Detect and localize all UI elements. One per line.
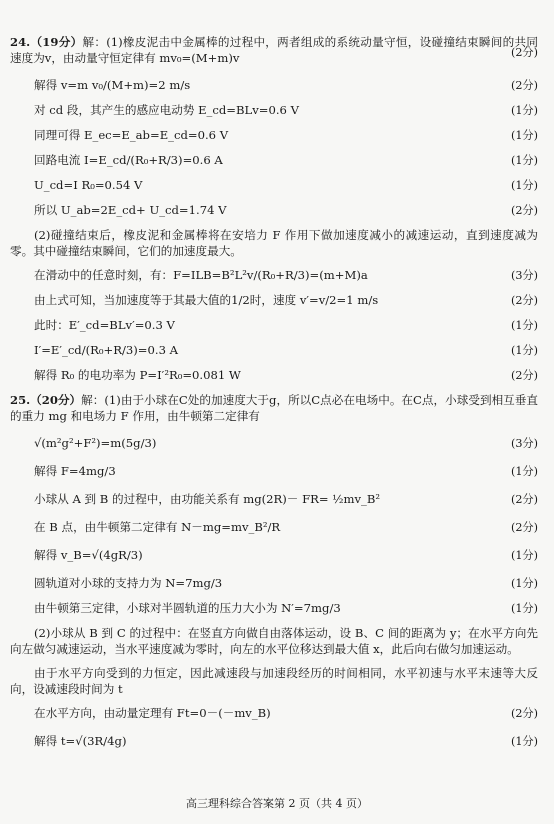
q24-line-5 bbox=[10, 177, 538, 194]
equation: √(m²g²+F²)=m(5g/3) bbox=[34, 436, 157, 450]
equation: 由牛顿第三定律，小球对半圆轨道的压力大小为 N′=7mg/3 bbox=[34, 601, 341, 615]
score: (2分) bbox=[510, 707, 538, 720]
score: (2分) bbox=[510, 294, 538, 307]
equation: 圆轨道对小球的支持力为 N=7mg/3 bbox=[34, 576, 223, 590]
equation: I′=E′_cd/(R₀+R/3)=0.3 A bbox=[34, 343, 178, 357]
score: (2分) bbox=[510, 79, 538, 92]
q25-line-8 bbox=[10, 705, 538, 722]
equation: 解得 v=m v₀/(M+m)=2 m/s bbox=[34, 78, 191, 92]
q24-line-2 bbox=[10, 102, 538, 119]
score: (2分) bbox=[510, 369, 538, 382]
q25-line-5 bbox=[10, 544, 538, 567]
score: (1分) bbox=[510, 154, 538, 167]
q25-line-2 bbox=[10, 463, 538, 480]
q24-part2: (2)碰撞结束后，橡皮泥和金属棒将在安培力 F 作用下做加速度减小的减速运动，直到速度减为零。其中碰撞结束瞬间，它们的加速度最大。 bbox=[10, 228, 538, 258]
q25-line-6 bbox=[10, 575, 538, 592]
score: (1分) bbox=[510, 602, 538, 615]
q25-line-3 bbox=[10, 488, 538, 511]
q24-line-11 bbox=[10, 367, 538, 384]
equation: 由上式可知，当加速度等于其最大值的1/2时，速度 v′=v/2=1 m/s bbox=[34, 293, 379, 307]
equation: 同理可得 E_ec=E_ab=E_cd=0.6 V bbox=[34, 128, 229, 142]
q25-part3: 由于水平方向受到的力恒定，因此减速段与加速段经历的时间相同，水平初速与水平末速等大反向，设减速段时间为 t bbox=[10, 666, 538, 696]
equation: 此时：E′_cd=BLv′=0.3 V bbox=[34, 318, 175, 332]
q25-part2: (2)小球从 B 到 C 的过程中：在竖直方向做自由落体运动，设 B、C 间的距离为 y；在水平方向先向左做匀减速运动，当水平速度减为零时，向左的水平位移达到最大值 x，此后向右做匀加速运动。 bbox=[10, 626, 538, 656]
q25-intro bbox=[10, 392, 538, 424]
equation: 在滑动中的任意时刻，有：F=ILB=B²L²v/(R₀+R/3)=(m+M)a bbox=[34, 268, 368, 282]
score: (3分) bbox=[510, 437, 538, 450]
q24-heading: 24.（19分） bbox=[10, 35, 83, 49]
equation: 解得 F=4mg/3 bbox=[34, 464, 116, 478]
score: (1分) bbox=[510, 577, 538, 590]
q24-line-4 bbox=[10, 152, 538, 169]
score: (1分) bbox=[510, 319, 538, 332]
page-footer: 高三理科综合答案第 2 页（共 4 页） bbox=[186, 797, 368, 810]
q25-line-1 bbox=[10, 432, 538, 455]
equation: U_cd=I R₀=0.54 V bbox=[34, 178, 143, 192]
q25-intro-text: 解：(1)由于小球在C处的加速度大于g，所以C点必在电场中。在C点，小球受到相互垂直的重力 mg 和电场力 F 作用，由牛顿第二定律有 bbox=[10, 393, 538, 423]
score: (1分) bbox=[510, 344, 538, 357]
score: (1分) bbox=[510, 735, 538, 748]
q24-line-6 bbox=[10, 202, 538, 219]
equation: 在水平方向，由动量定理有 Ft=0－(－mv_B) bbox=[34, 706, 271, 720]
score: (1分) bbox=[510, 549, 538, 562]
equation: 在 B 点，由牛顿第二定律有 N－mg=mv_B²/R bbox=[34, 520, 281, 534]
q25-line-9 bbox=[10, 730, 538, 753]
q24-line-3 bbox=[10, 127, 538, 144]
score: (1分) bbox=[510, 129, 538, 142]
equation: 解得 t=√(3R/4g) bbox=[34, 734, 127, 748]
q25-heading: 25.（20分） bbox=[10, 393, 82, 407]
q24-line-10 bbox=[10, 342, 538, 359]
equation: 小球从 A 到 B 的过程中，由功能关系有 mg(2R)－ FR= ½mv_B² bbox=[34, 492, 380, 506]
score: (3分) bbox=[510, 269, 538, 282]
q24-line-1 bbox=[10, 77, 538, 94]
equation: 解得 R₀ 的电功率为 P=I′²R₀=0.081 W bbox=[34, 368, 241, 382]
q24-line-7 bbox=[10, 267, 538, 284]
score: (2分) bbox=[510, 46, 538, 59]
q24-line-9 bbox=[10, 317, 538, 334]
equation: 对 cd 段，其产生的感应电动势 E_cd=BLv=0.6 V bbox=[34, 103, 299, 117]
score: (1分) bbox=[510, 465, 538, 478]
score: (2分) bbox=[510, 493, 538, 506]
q25-line-4 bbox=[10, 519, 538, 536]
q25-line-7 bbox=[10, 600, 538, 617]
q24-intro-text: 解：(1)橡皮泥击中金属棒的过程中，两者组成的系统动量守恒，设碰撞结束瞬间的共同速度为v，由动量守恒定律有 mv₀=(M+m)v bbox=[10, 35, 538, 65]
equation: 回路电流 I=E_cd/(R₀+R/3)=0.6 A bbox=[34, 153, 223, 167]
equation: 解得 v_B=√(4gR/3) bbox=[34, 548, 143, 562]
score: (2分) bbox=[510, 204, 538, 217]
score: (1分) bbox=[510, 104, 538, 117]
score: (2分) bbox=[510, 521, 538, 534]
q24-line-8 bbox=[10, 292, 538, 309]
equation: 所以 U_ab=2E_cd+ U_cd=1.74 V bbox=[34, 203, 227, 217]
score: (1分) bbox=[510, 179, 538, 192]
